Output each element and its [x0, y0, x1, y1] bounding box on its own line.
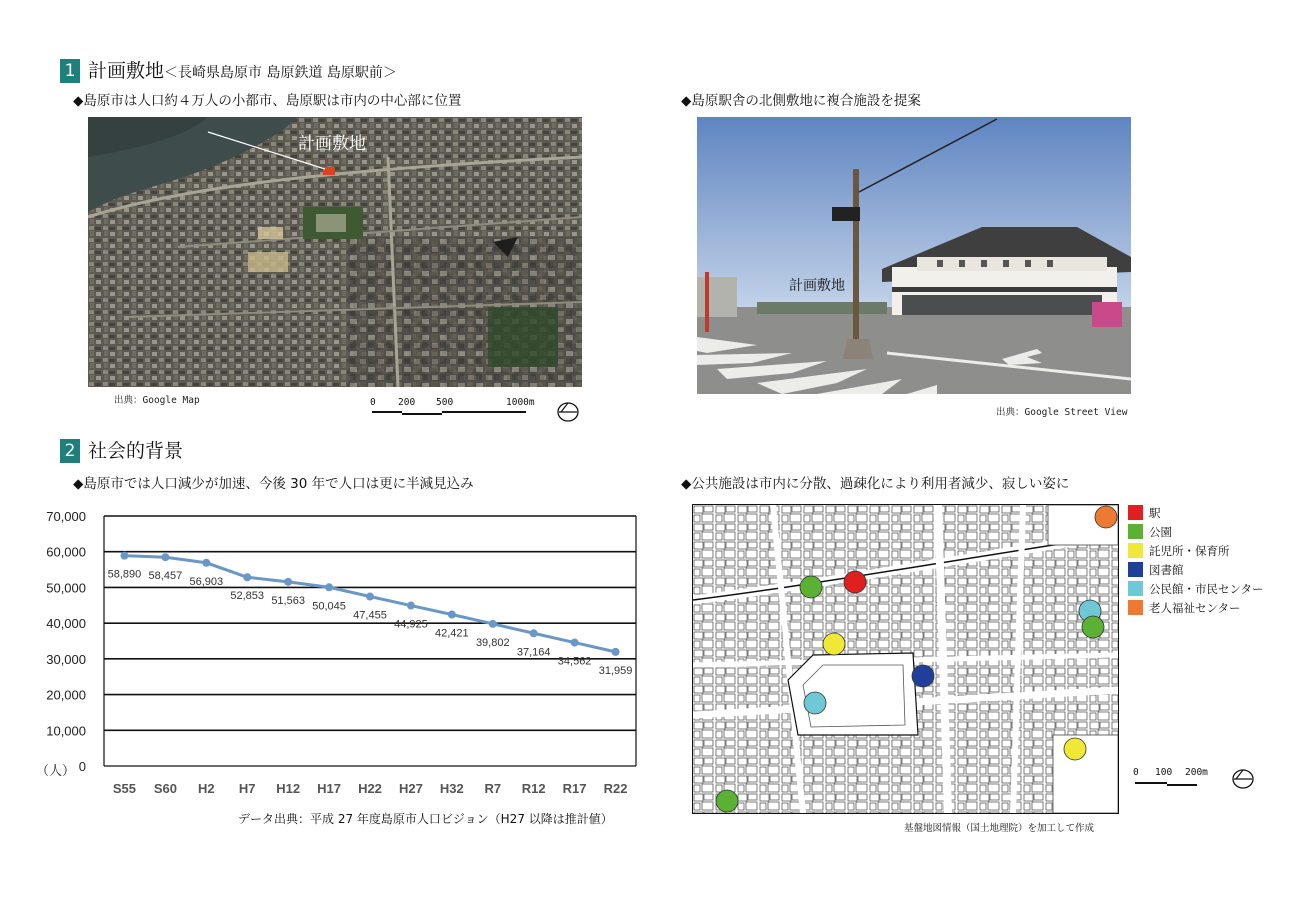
legend-item [1128, 600, 1241, 616]
x-tick-label: H17 [317, 781, 342, 796]
data-label: 51,563 [271, 594, 305, 607]
legend-swatch [1128, 581, 1143, 596]
data-label: 39,802 [475, 636, 510, 649]
map-scale-bar-1 [370, 395, 590, 425]
facility-legend [1128, 505, 1293, 617]
legend-label: 図書館 [1149, 563, 1184, 577]
y-tick-label: 30,000 [46, 651, 86, 667]
section-1-right-bullet: ◆島原駅舎の北側敷地に複合施設を提案 [681, 93, 921, 109]
park-marker [800, 576, 822, 598]
section-1-left-bullet: ◆島原市は人口約４万人の小都市、島原駅は市内の中心部に位置 [73, 93, 462, 109]
population-line [124, 556, 615, 652]
data-label: 58,457 [148, 570, 183, 583]
aerial-map-site-label: 計画敷地 [298, 134, 366, 154]
scale-label: 0 [1133, 767, 1139, 778]
section-2-right-bullet: ◆公共施設は市内に分散、過疎化により利用者減少、寂しい姿に [681, 476, 1070, 492]
street-view-image [697, 117, 1131, 394]
legend-swatch [1128, 543, 1143, 558]
section-2-title: 社会的背景 [88, 440, 184, 462]
data-label: 58,890 [107, 568, 142, 581]
community-center-marker [804, 692, 826, 714]
x-tick-label: H12 [276, 781, 301, 796]
y-tick-label: 0 [78, 759, 86, 774]
data-point [366, 593, 374, 601]
data-point [448, 610, 456, 618]
north-arrow-icon [556, 401, 582, 423]
data-point [161, 553, 169, 561]
north-arrow-icon [1231, 767, 1257, 791]
y-tick-label: 40,000 [46, 616, 86, 632]
legend-swatch [1128, 600, 1143, 615]
data-label: 56,903 [189, 575, 224, 588]
data-point [120, 552, 128, 560]
x-tick-label: H2 [197, 781, 215, 796]
data-label: 44,925 [394, 618, 428, 631]
facility-map [692, 504, 1119, 814]
data-label: 34,562 [557, 655, 592, 668]
data-label: 50,045 [312, 600, 346, 613]
data-point [612, 648, 620, 656]
legend-item [1128, 543, 1230, 559]
x-tick-label: R12 [521, 781, 546, 796]
legend-swatch [1128, 524, 1143, 539]
legend-label: 公民館・市民センター [1149, 582, 1264, 596]
aerial-map-source: 出典：Google Map [114, 395, 200, 406]
legend-swatch [1128, 562, 1143, 577]
station-marker [844, 571, 866, 593]
data-point [489, 620, 497, 628]
x-tick-label: H27 [398, 781, 423, 796]
section-2-left-bullet: ◆島原市では人口減少が加速、今後 30 年で人口は更に半減見込み [73, 476, 474, 492]
nursery-marker [1064, 738, 1086, 760]
data-point [284, 578, 292, 586]
data-label: 47,455 [353, 609, 387, 622]
x-tick-label: R17 [562, 781, 587, 796]
street-view-source: 出典：Google Street View [996, 407, 1128, 418]
x-tick-label: S60 [153, 781, 177, 796]
data-point [571, 639, 579, 647]
data-point [202, 559, 210, 567]
street-view-site-label: 計画敷地 [789, 278, 845, 294]
x-tick-label: S55 [112, 781, 137, 796]
y-tick-label: 60,000 [46, 544, 86, 560]
x-tick-label: H22 [358, 781, 382, 796]
chart-source: データ出典：平成 27 年度島原市人口ビジョン（H27 以降は推計値） [238, 812, 613, 826]
section-1-subtitle: ＜長崎県島原市 島原鉄道 島原駅前＞ [164, 65, 397, 81]
section-1-title [88, 59, 397, 85]
elderly-center-marker [1095, 506, 1117, 528]
x-tick-label: R22 [603, 781, 628, 796]
data-label: 42,421 [435, 627, 469, 640]
legend-label: 老人福祉センター [1149, 601, 1241, 615]
legend-item [1128, 505, 1161, 521]
section-2-number: 2 [60, 439, 80, 463]
x-tick-label: H7 [238, 781, 256, 796]
library-marker [912, 665, 934, 687]
scale-label: 200 [398, 397, 416, 408]
scale-label: 0 [370, 397, 376, 408]
map-scale-bar-2 [1133, 767, 1273, 797]
scale-label: 1000m [506, 397, 535, 408]
legend-label: 託児所・保育所 [1149, 544, 1230, 558]
scale-label: 500 [436, 397, 454, 408]
y-tick-label: 20,000 [46, 687, 86, 703]
y-axis-label: （人） [36, 764, 76, 779]
data-label: 31,959 [598, 664, 633, 677]
data-point [530, 629, 538, 637]
facility-map-source: 基盤地図情報（国土地理院）を加工して作成 [904, 823, 1095, 834]
legend-swatch [1128, 505, 1143, 520]
y-tick-label: 10,000 [46, 723, 86, 739]
section-1-title-text: 計画敷地 [88, 60, 165, 82]
x-tick-label: R7 [484, 781, 502, 796]
y-tick-label: 50,000 [46, 580, 86, 596]
site-marker [323, 167, 335, 175]
data-label: 37,164 [516, 646, 551, 659]
aerial-map-image [88, 117, 582, 387]
legend-item [1128, 581, 1264, 597]
population-chart [30, 500, 650, 810]
x-tick-label: H32 [439, 781, 464, 796]
data-label: 52,853 [230, 590, 265, 603]
park-marker [716, 790, 738, 812]
legend-item [1128, 562, 1184, 578]
legend-label: 公園 [1149, 525, 1172, 539]
scale-label: 100 [1155, 767, 1173, 778]
data-point [243, 573, 251, 581]
legend-item [1128, 524, 1172, 540]
legend-label: 駅 [1149, 506, 1161, 520]
y-tick-label: 70,000 [46, 509, 86, 524]
nursery-marker [823, 633, 845, 655]
data-point [407, 602, 415, 610]
park-marker [1082, 616, 1104, 638]
data-point [325, 583, 333, 591]
section-1-number: 1 [60, 59, 80, 83]
scale-label: 200m [1185, 767, 1208, 778]
